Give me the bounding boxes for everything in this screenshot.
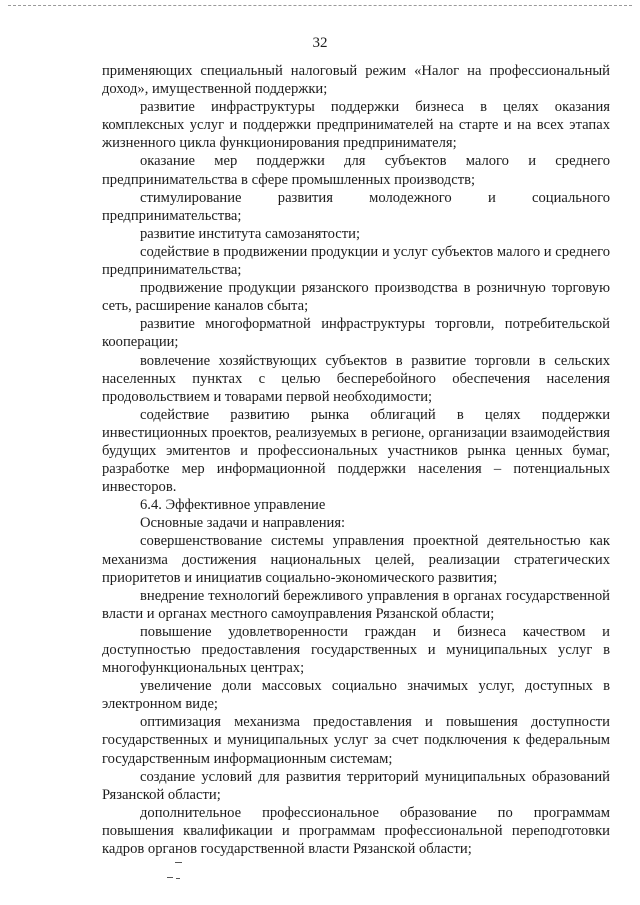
scan-mark	[176, 878, 180, 879]
paragraph: содействие в продвижении продукции и услуг субъектов малого и среднего предпринимательства;	[102, 243, 610, 279]
paragraph: увеличение доли массовых социально значимых услуг, доступных в электронном виде;	[102, 678, 610, 713]
paragraph: создание условий для развития территорий муниципальных образований Рязанской области;	[102, 768, 610, 803]
page-number: 32	[312, 35, 328, 51]
paragraph: повышение удовлетворенности граждан и бизнеса качеством и доступностью предоставления государственных и муниципальных услуг в многофункциональных центрах;	[102, 623, 610, 677]
paragraph: развитие инфраструктуры поддержки бизнеса в целях оказания комплексных услуг и поддержки предпринимателей на старте и на всех этапах жизненного цикла функционирования предпринимателя;	[102, 99, 610, 152]
paragraph: развитие многоформатной инфраструктуры торговли, потребительской кооперации;	[102, 316, 610, 351]
paragraph: совершенствование системы управления проектной деятельностью как механизма достижения национальных целей, реализации стратегических приоритетов и инициатив социально-экономического развития;	[102, 533, 610, 586]
paragraph: вовлечение хозяйствующих субъектов в развитие торговли в сельских населенных пунктах с целью бесперебойного обеспечения населения продовольствием и товарами первой необходимости;	[102, 352, 610, 405]
paragraph: продвижение продукции рязанского производства в розничную торговую сеть, расширение каналов сбыта;	[102, 280, 610, 315]
section-heading: 6.4. Эффективное управление	[140, 497, 326, 514]
paragraph: оказание мер поддержки для субъектов малого и среднего предпринимательства в сфере промышленных производств;	[102, 153, 610, 188]
scan-mark	[167, 877, 173, 878]
paragraph: стимулирование развития молодежного и социального предпринимательства;	[102, 189, 610, 224]
paragraph: внедрение технологий бережливого управления в органах государственной власти и органах местного самоуправления Рязанской области;	[102, 587, 610, 622]
document-body	[102, 62, 610, 858]
paragraph: дополнительное профессиональное образование по программам повышения квалификации и программам профессиональной переподготовки кадров органов государственной власти Рязанской области;	[102, 804, 610, 858]
paragraph: применяющих специальный налоговый режим «Налог на профессиональный доход», имущественной поддержки;	[102, 63, 610, 98]
paragraph: содействие развитию рынка облигаций в целях поддержки инвестиционных проектов, реализуемых в регионе, организации взаимодействия будущих эмитентов и профессиональных участников рынка ценных бумаг, разработке мер информационной поддержки населения – потенциальных инвесторов.	[102, 406, 610, 496]
paragraph: Основные задачи и направления:	[140, 515, 346, 532]
scan-top-edge	[8, 5, 632, 6]
paragraph: оптимизация механизма предоставления и повышения доступности государственных и муниципальных услуг за счет подключения к федеральным государственным информационным системам;	[102, 714, 610, 767]
paragraph: развитие института самозанятости;	[140, 225, 360, 242]
scan-mark	[175, 862, 182, 863]
